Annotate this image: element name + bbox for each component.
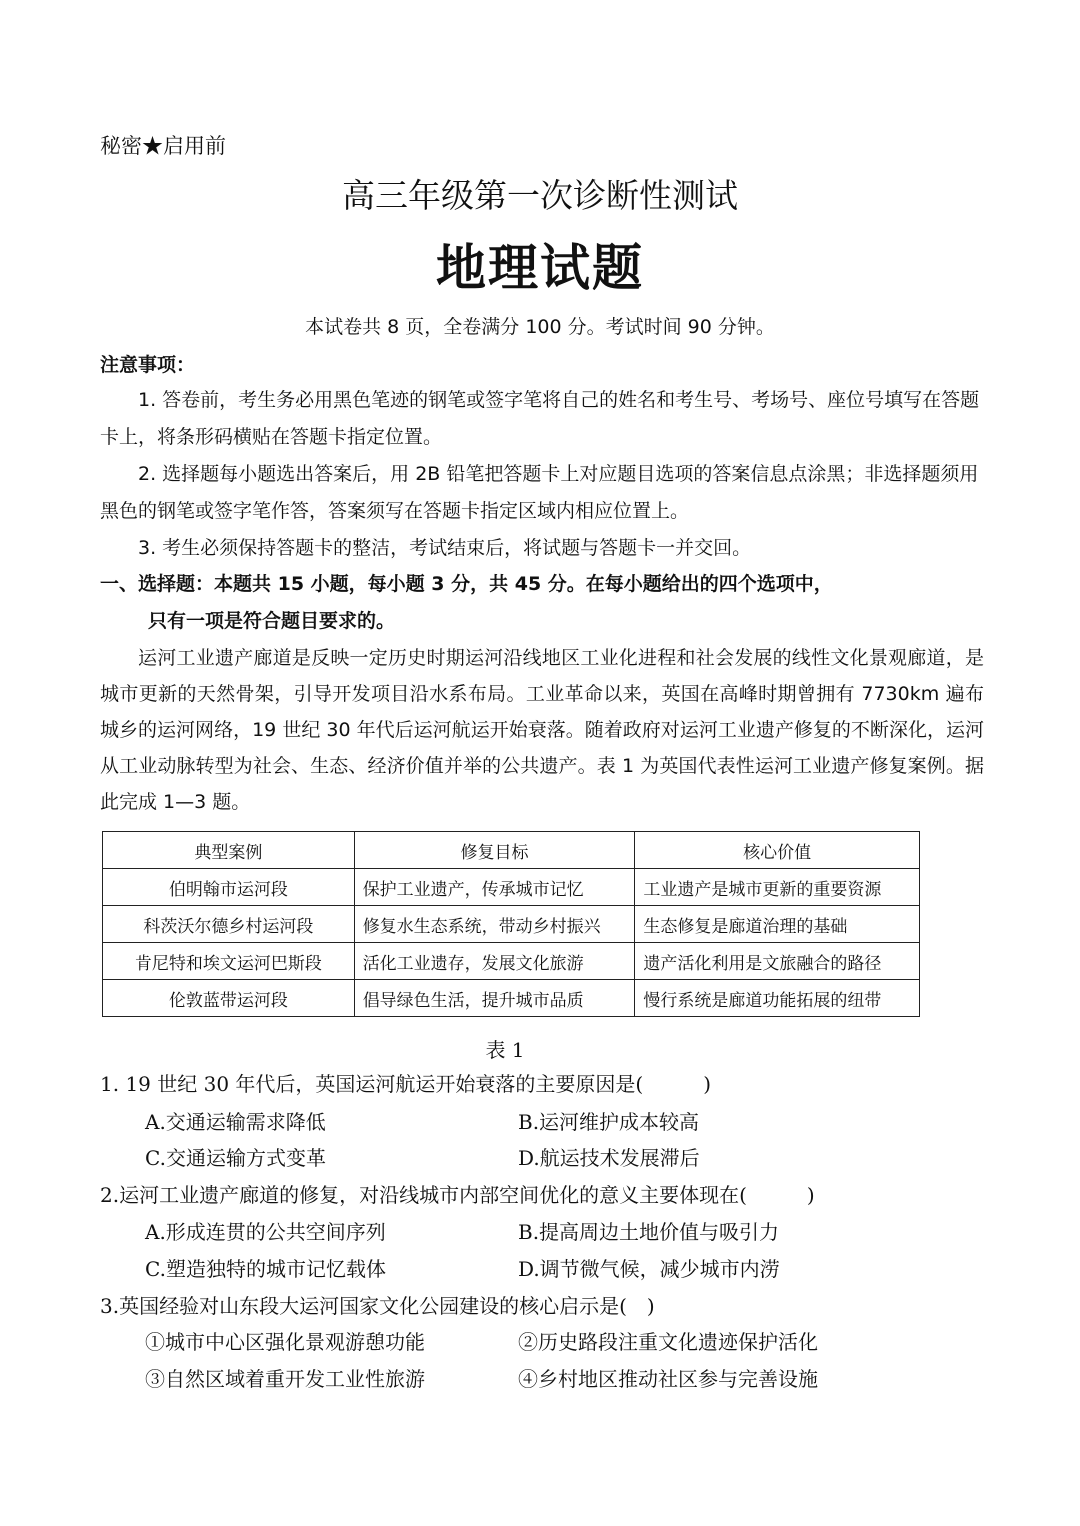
- table-cell: 修复水生态系统，带动乡村振兴: [354, 906, 635, 943]
- question-2-option-b: B.提高周边土地价值与吸引力: [518, 1220, 780, 1244]
- table-header-row: [103, 832, 920, 869]
- question-2-option-a: A.形成连贯的公共空间序列: [145, 1220, 386, 1244]
- case-table: [102, 831, 920, 1017]
- table-cell: 工业遗产是城市更新的重要资源: [635, 869, 920, 906]
- table-row: [103, 943, 920, 980]
- question-3-option-4: ④乡村地区推动社区参与完善设施: [518, 1367, 818, 1391]
- subject-title: 地理试题: [436, 239, 644, 297]
- table-cell: 生态修复是廊道治理的基础: [635, 906, 920, 943]
- table-cell: 伦敦蓝带运河段: [103, 980, 355, 1017]
- notice-heading: 注意事项：: [100, 354, 196, 376]
- question-1-option-b: B.运河维护成本较高: [518, 1110, 700, 1134]
- table-cell: 遗产活化利用是文旅融合的路径: [635, 943, 920, 980]
- table-row: [103, 869, 920, 906]
- question-2-stem: 2.运河工业遗产廊道的修复，对沿线城市内部空间优化的意义主要体现在( ): [100, 1183, 815, 1207]
- table-cell: 慢行系统是廊道功能拓展的纽带: [635, 980, 920, 1017]
- table-cell: 肯尼特和埃文运河巴斯段: [103, 943, 355, 980]
- question-1-option-c: C.交通运输方式变革: [145, 1146, 326, 1170]
- table-cell: 伯明翰市运河段: [103, 869, 355, 906]
- table-cell: 保护工业遗产，传承城市记忆: [354, 869, 635, 906]
- table-header: 典型案例: [103, 832, 355, 869]
- question-2-option-d: D.调节微气候，减少城市内涝: [518, 1257, 780, 1281]
- table-row: [103, 906, 920, 943]
- table-caption: 表 1: [485, 1038, 525, 1062]
- table-row: [103, 980, 920, 1017]
- paper-info: 本试卷共 8 页，全卷满分 100 分。考试时间 90 分钟。: [305, 316, 775, 338]
- notice-item-1: 1. 答卷前，考生务必用黑色笔迹的钢笔或签字笔将自己的姓名和考生号、考场号、座位号填写在答题卡上，将条形码横贴在答题卡指定位置。: [100, 389, 980, 448]
- table-header: 核心价值: [635, 832, 920, 869]
- table-cell: 科茨沃尔德乡村运河段: [103, 906, 355, 943]
- question-3-option-3: ③自然区域着重开发工业性旅游: [145, 1367, 425, 1391]
- table-cell: 活化工业遗存，发展文化旅游: [354, 943, 635, 980]
- reading-passage: 运河工业遗产廊道是反映一定历史时期运河沿线地区工业化进程和社会发展的线性文化景观廊道，是城市更新的天然骨架，引导开发项目沿水系布局。工业革命以来，英国在高峰时期曾拥有 7730km 遍布城乡的运河网络，19 世纪 30 年代后运河航运开始衰落。随着政府对运河工业遗产修复的不断深化，运河从工业动脉转型为社会、生态、经济价值并举的公共遗产。表 1 为英国代表性运河工业遗产修复案例。据此完成 1—3 题。: [100, 647, 984, 813]
- section-heading-line2: 只有一项是符合题目要求的。: [148, 610, 396, 632]
- secret-mark: 秘密★启用前: [100, 134, 226, 158]
- question-3-stem: 3.英国经验对山东段大运河国家文化公园建设的核心启示是( ): [100, 1294, 655, 1318]
- question-1-option-a: A.交通运输需求降低: [145, 1110, 326, 1134]
- question-2-option-c: C.塑造独特的城市记忆载体: [145, 1257, 386, 1281]
- notice-item-2: 2. 选择题每小题选出答案后，用 2B 铅笔把答题卡上对应题目选项的答案信息点涂黑；非选择题须用黑色的钢笔或签字笔作答，答案须写在答题卡指定区域内相应位置上。: [100, 463, 979, 522]
- exam-title: 高三年级第一次诊断性测试: [342, 176, 738, 215]
- question-3-option-1: ①城市中心区强化景观游憩功能: [145, 1330, 425, 1354]
- notice-item-3: 3. 考生必须保持答题卡的整洁，考试结束后，将试题与答题卡一并交回。: [138, 537, 752, 559]
- table-cell: 倡导绿色生活，提升城市品质: [354, 980, 635, 1017]
- question-3-option-2: ②历史路段注重文化遗迹保护活化: [518, 1330, 818, 1354]
- question-1-stem: 1. 19 世纪 30 年代后，英国运河航运开始衰落的主要原因是( ): [100, 1072, 712, 1096]
- table-header: 修复目标: [354, 832, 635, 869]
- section-heading: 一、选择题：本题共 15 小题，每小题 3 分，共 45 分。在每小题给出的四个选项中，: [100, 573, 833, 595]
- question-1-option-d: D.航运技术发展滞后: [518, 1146, 700, 1170]
